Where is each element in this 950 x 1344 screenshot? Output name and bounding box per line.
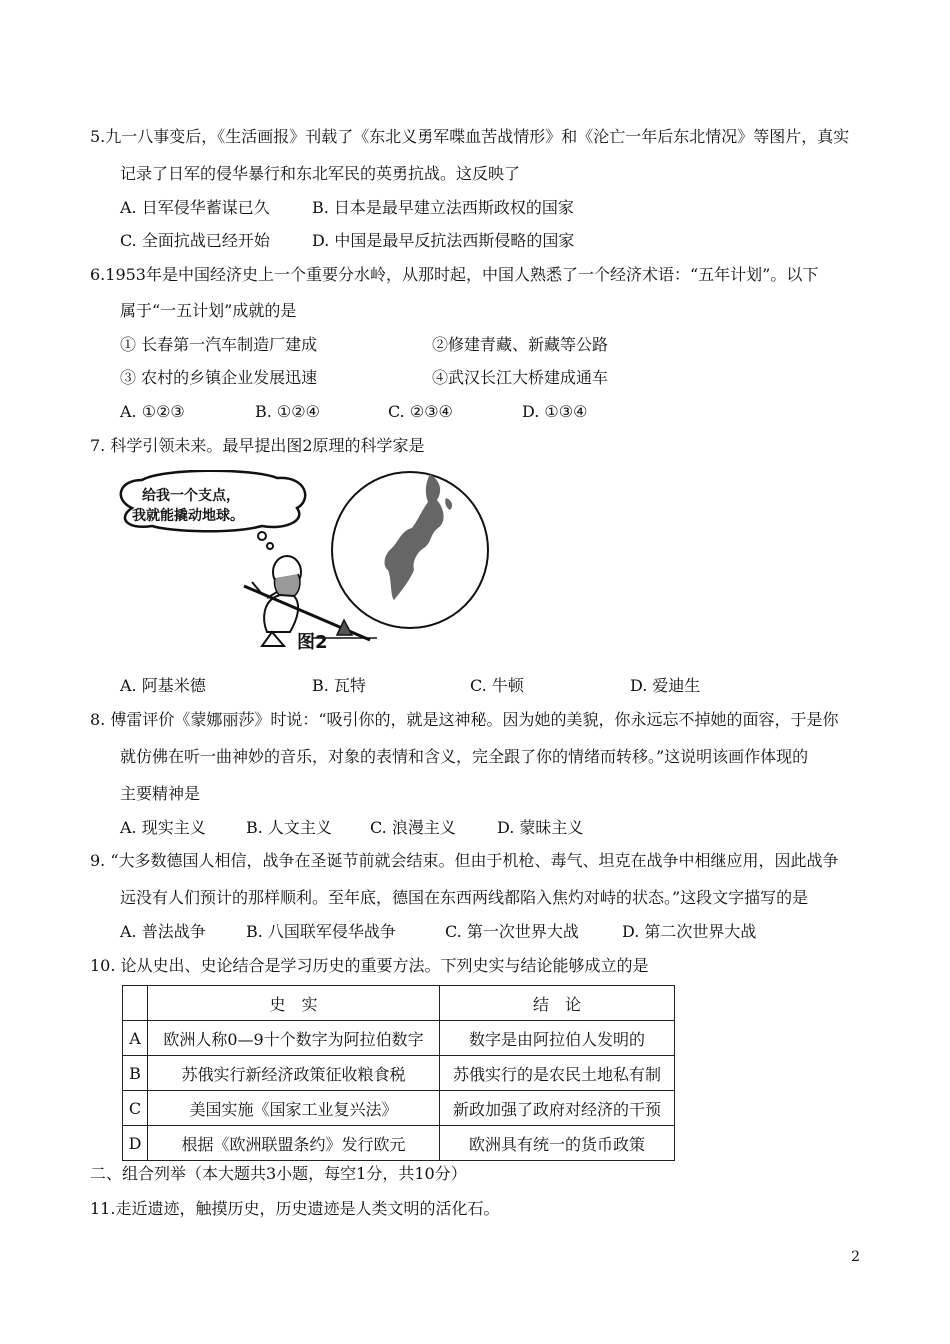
q8-stem-line3: 主要精神是: [120, 784, 201, 803]
table-cell-label: D: [123, 1126, 148, 1161]
q7-option-d: D. 爱迪生: [630, 676, 701, 695]
figure-feet: [262, 632, 284, 646]
q6-option-b: B. ①②④: [255, 402, 320, 421]
q9-option-d: D. 第二次世界大战: [622, 922, 757, 941]
q8-option-b: B. 人文主义: [246, 818, 332, 837]
q8-stem-line2: 就仿佛在听一曲神妙的音乐，对象的表情和含义，完全跟了你的情绪而转移。”这说明该画作体现的: [120, 747, 809, 766]
q7-option-b: B. 瓦特: [312, 676, 366, 695]
q8-option-d: D. 蒙昧主义: [497, 818, 584, 837]
q9-option-b: B. 八国联军侵华战争: [246, 922, 396, 941]
table-cell-fact: 欧洲人称0—9十个数字为阿拉伯数字: [148, 1021, 440, 1056]
q6-option-a: A. ①②③: [120, 402, 185, 421]
q10-stem: 10. 论从史出、史论结合是学习历史的重要方法。下列史实与结论能够成立的是: [90, 956, 649, 975]
q5-stem-line1: 5.九一八事变后，《生活画报》刊载了《东北义勇军喋血苦战情形》和《沦亡一年后东北情况》等图片，真实: [90, 127, 850, 146]
bubble-text-line1: 给我一个支点，: [142, 488, 240, 504]
table-cell-conclusion: 数字是由阿拉伯人发明的: [440, 1021, 675, 1056]
table-cell-fact: 美国实施《国家工业复兴法》: [148, 1091, 440, 1126]
table-cell-conclusion: 欧洲具有统一的货币政策: [440, 1126, 675, 1161]
section-2-heading: 二、组合列举（本大题共3小题，每空1分，共10分）: [90, 1164, 467, 1183]
q9-option-c: C. 第一次世界大战: [445, 922, 579, 941]
table-header-cell: [123, 986, 148, 1021]
q9-stem-line2: 远没有人们预计的那样顺利。至年底，德国在东西两线都陷入焦灼对峙的状态。”这段文字描写的是: [120, 888, 809, 907]
q8-option-a: A. 现实主义: [120, 818, 206, 837]
q10-table: [122, 985, 675, 1161]
table-cell-conclusion: 苏俄实行的是农民土地私有制: [440, 1056, 675, 1091]
table-row: [123, 1056, 675, 1091]
q6-option-c: C. ②③④: [388, 402, 453, 421]
table-cell-fact: 根据《欧洲联盟条约》发行欧元: [148, 1126, 440, 1161]
q6-option-d: D. ①③④: [522, 402, 588, 421]
table-header-cell: 史 实: [148, 986, 440, 1021]
q5-option-c: C. 全面抗战已经开始: [120, 231, 270, 250]
q6-item-1: ① 长春第一汽车制造厂建成: [120, 335, 318, 354]
q9-option-a: A. 普法战争: [120, 922, 206, 941]
figure-caption: 图2: [297, 632, 328, 653]
q8-stem-line1: 8. 傅雷评价《蒙娜丽莎》时说：“吸引你的，就是这神秘。因为她的美貌，你永远忘不掉她的面容，于是你: [90, 710, 839, 729]
bubble-dot: [258, 532, 266, 540]
page-number: 2: [851, 1249, 860, 1265]
figure-2-archimedes: [112, 470, 497, 655]
table-header-cell: 结 论: [440, 986, 675, 1021]
q5-option-d: D. 中国是最早反抗法西斯侵略的国家: [312, 231, 575, 250]
q6-item-3: ③ 农村的乡镇企业发展迅速: [120, 368, 318, 387]
q7-option-c: C. 牛顿: [470, 676, 524, 695]
q11-stem: 11.走近遗迹，触摸历史，历史遗迹是人类文明的活化石。: [90, 1199, 500, 1218]
q8-option-c: C. 浪漫主义: [370, 818, 456, 837]
q5-stem-line2: 记录了日军的侵华暴行和东北军民的英勇抗战。这反映了: [120, 164, 521, 183]
table-cell-label: B: [123, 1056, 148, 1091]
table-row: [123, 1021, 675, 1056]
table-cell-conclusion: 新政加强了政府对经济的干预: [440, 1091, 675, 1126]
q5-option-a: A. 日军侵华蓄谋已久: [120, 198, 270, 217]
table-header-row: [123, 986, 675, 1021]
table-row: [123, 1126, 675, 1161]
bubble-text-line2: 我就能撬动地球。: [132, 508, 244, 524]
q9-stem-line1: 9. “大多数德国人相信，战争在圣诞节前就会结束。但由于机枪、毒气、坦克在战争中相继应用，因此战争: [90, 851, 839, 870]
q6-item-2: ②修建青藏、新藏等公路: [432, 335, 609, 354]
table-cell-label: A: [123, 1021, 148, 1056]
q6-item-4: ④武汉长江大桥建成通车: [432, 368, 609, 387]
q6-stem-line2: 属于“一五计划”成就的是: [120, 301, 297, 320]
q7-option-a: A. 阿基米德: [120, 676, 206, 695]
q7-stem: 7. 科学引领未来。最早提出图2原理的科学家是: [90, 436, 425, 455]
table-cell-label: C: [123, 1091, 148, 1126]
table-row: [123, 1091, 675, 1126]
q6-stem-line1: 6.1953年是中国经济史上一个重要分水岭，从那时起，中国人熟悉了一个经济术语：“五年计划”。以下: [90, 265, 819, 284]
bubble-dot: [267, 543, 273, 549]
table-cell-fact: 苏俄实行新经济政策征收粮食税: [148, 1056, 440, 1091]
q5-option-b: B. 日本是最早建立法西斯政权的国家: [312, 198, 574, 217]
